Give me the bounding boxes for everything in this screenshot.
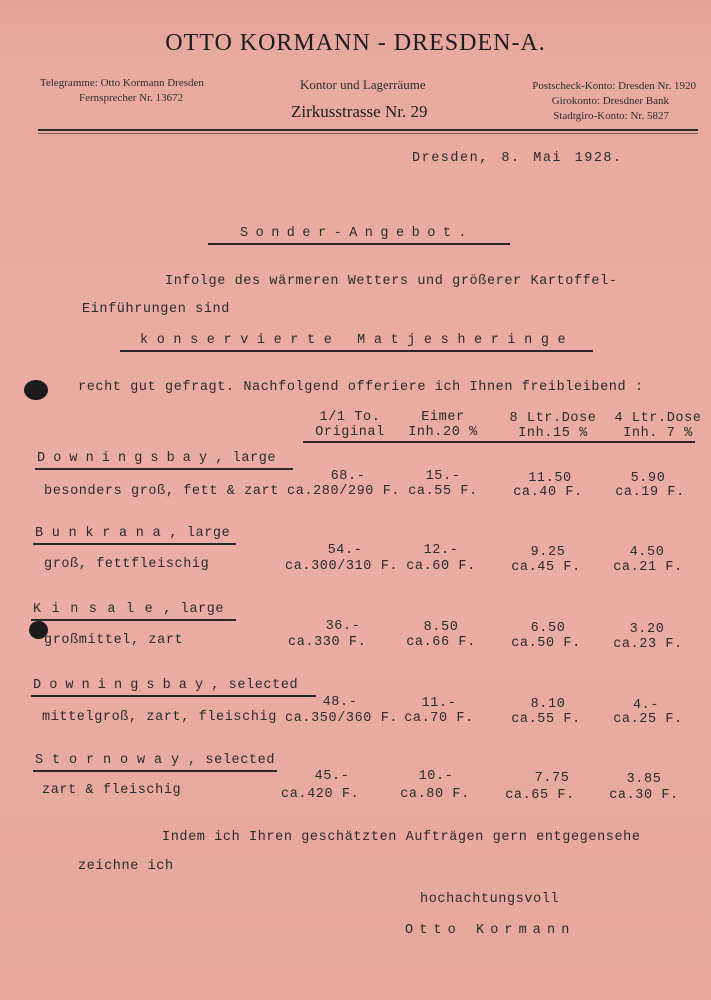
item-5-price-barrel: 45.-	[314, 769, 350, 784]
date-line: Dresden, 8. Mai 1928.	[412, 151, 623, 166]
regards: hochachtungsvoll	[420, 892, 560, 907]
item-3-count-bucket: ca.66 F.	[406, 635, 476, 650]
item-1-price-8l: 11.50	[528, 471, 572, 486]
item-1-grade: , large	[215, 451, 277, 466]
item-2-grade: , large	[169, 526, 231, 541]
postscheck-account: Postscheck-Konto: Dresden Nr. 1920	[532, 80, 696, 92]
item-1-price-barrel: 68.-	[330, 469, 366, 484]
col-header-3-line2: Inh.15 %	[518, 426, 588, 441]
item-5-description: zart & fleischig	[42, 783, 182, 798]
col-header-2-line1: Eimer	[421, 410, 465, 425]
intro-line-1: Infolge des wärmeren Wetters und größerer Kartoffel-	[165, 274, 618, 289]
phone-number: Fernsprecher Nr. 13672	[79, 92, 184, 104]
item-1-count-barrel: ca.280/290 F.	[287, 484, 401, 499]
item-4-count-8l: ca.55 F.	[511, 712, 581, 727]
item-4-description: mittelgroß, zart, fleischig	[42, 710, 277, 725]
company-name: OTTO KORMANN - DRESDEN-A.	[165, 30, 546, 56]
item-4-count-4l: ca.25 F.	[613, 712, 683, 727]
item-1-price-4l: 5.90	[630, 471, 666, 486]
item-2-count-bucket: ca.60 F.	[406, 559, 476, 574]
intro-line-3: recht gut gefragt. Nachfolgend offeriere ich Ihnen freibleibend :	[78, 380, 644, 395]
stadtgiro-account: Stadtgiro-Konto: Nr. 5827	[553, 110, 669, 122]
closing-line-1: Indem ich Ihren geschätzten Aufträgen gern entgegensehe	[162, 830, 641, 845]
item-1-count-4l: ca.19 F.	[615, 485, 685, 500]
item-2-price-4l: 4.50	[629, 545, 665, 560]
item-3-description: großmittel, zart	[44, 633, 184, 648]
item-5-price-bucket: 10.-	[418, 769, 454, 784]
item-1-description: besonders groß, fett & zart	[44, 484, 279, 499]
col-header-1-line2: Original	[315, 425, 385, 440]
item-3-name: Kinsale	[33, 602, 164, 617]
item-3-count-barrel: ca.330 F.	[288, 635, 367, 650]
item-2-name: Bunkrana	[35, 526, 170, 541]
item-2-price-8l: 9.25	[530, 545, 566, 560]
offer-heading: Sonder-Angebot.	[240, 226, 475, 241]
item-5-name: Stornoway	[35, 753, 189, 768]
item-2-price-bucket: 12.-	[423, 543, 459, 558]
item-1-count-8l: ca.40 F.	[513, 485, 583, 500]
item-4-underline	[31, 695, 316, 697]
item-5-underline	[33, 770, 277, 772]
col-header-4-line2: Inh. 7 %	[623, 426, 693, 441]
street-address: Zirkusstrasse Nr. 29	[291, 102, 428, 121]
item-4-price-4l: 4.-	[632, 698, 660, 713]
item-5-title	[35, 753, 275, 768]
item-3-count-8l: ca.50 F.	[511, 636, 581, 651]
item-3-underline	[31, 619, 236, 621]
giro-account: Girokonto: Dresdner Bank	[551, 95, 669, 107]
item-4-title	[33, 678, 298, 693]
item-5-price-8l: 7.75	[534, 771, 570, 786]
item-3-title	[33, 602, 224, 617]
col-header-3-line1: 8 Ltr.Dose	[509, 411, 597, 426]
item-5-price-4l: 3.85	[626, 772, 662, 787]
item-2-count-4l: ca.21 F.	[613, 560, 683, 575]
item-4-count-bucket: ca.70 F.	[404, 711, 474, 726]
column-header-underline	[303, 441, 695, 443]
item-5-count-8l: ca.65 F.	[505, 788, 575, 803]
item-2-count-8l: ca.45 F.	[511, 560, 581, 575]
item-1-count-bucket: ca.55 F.	[408, 484, 478, 499]
office-label: Kontor und Lagerräume	[300, 77, 426, 92]
item-2-underline	[33, 543, 236, 545]
signature-name: Otto Kormann	[405, 923, 576, 938]
item-4-name: Downingsbay	[33, 678, 212, 693]
item-1-underline	[35, 468, 293, 470]
item-3-price-bucket: 8.50	[423, 620, 459, 635]
col-header-4-line1: 4 Ltr.Dose	[614, 411, 702, 426]
col-header-2-line2: Inh.20 %	[408, 425, 478, 440]
col-header-1-line1: 1/1 To.	[319, 410, 381, 425]
item-5-count-barrel: ca.420 F.	[281, 787, 360, 802]
item-4-grade: , selected	[211, 678, 299, 693]
intro-line-2: Einführungen sind	[82, 302, 230, 317]
item-1-name: Downingsbay	[37, 451, 216, 466]
product-underline	[120, 350, 593, 352]
closing-line-2: zeichne ich	[78, 859, 174, 874]
letterhead-rule	[38, 129, 698, 131]
item-3-price-8l: 6.50	[530, 621, 566, 636]
product-name: konservierte Matjesheringe	[140, 333, 575, 348]
item-4-price-bucket: 11.-	[421, 696, 457, 711]
item-5-count-4l: ca.30 F.	[609, 788, 679, 803]
item-4-count-barrel: ca.350/360 F.	[285, 711, 399, 726]
offer-heading-underline	[208, 243, 510, 245]
item-4-price-8l: 8.10	[530, 697, 566, 712]
item-4-price-barrel: 48.-	[322, 695, 358, 710]
letterhead-rule-thin	[38, 133, 698, 134]
item-2-price-barrel: 54.-	[327, 543, 363, 558]
item-3-price-barrel: 36.-	[325, 619, 361, 634]
item-3-price-4l: 3.20	[629, 622, 665, 637]
telegram-address: Telegramme: Otto Kormann Dresden	[40, 77, 204, 89]
item-3-count-4l: ca.23 F.	[613, 637, 683, 652]
item-2-count-barrel: ca.300/310 F.	[285, 559, 399, 574]
item-5-count-bucket: ca.80 F.	[400, 787, 470, 802]
item-2-description: groß, fettfleischig	[44, 557, 210, 572]
item-1-price-bucket: 15.-	[425, 469, 461, 484]
item-3-grade: , large	[163, 602, 225, 617]
item-5-grade: , selected	[188, 753, 276, 768]
item-2-title	[35, 526, 230, 541]
ink-blot	[24, 380, 48, 400]
item-1-title	[37, 451, 276, 466]
